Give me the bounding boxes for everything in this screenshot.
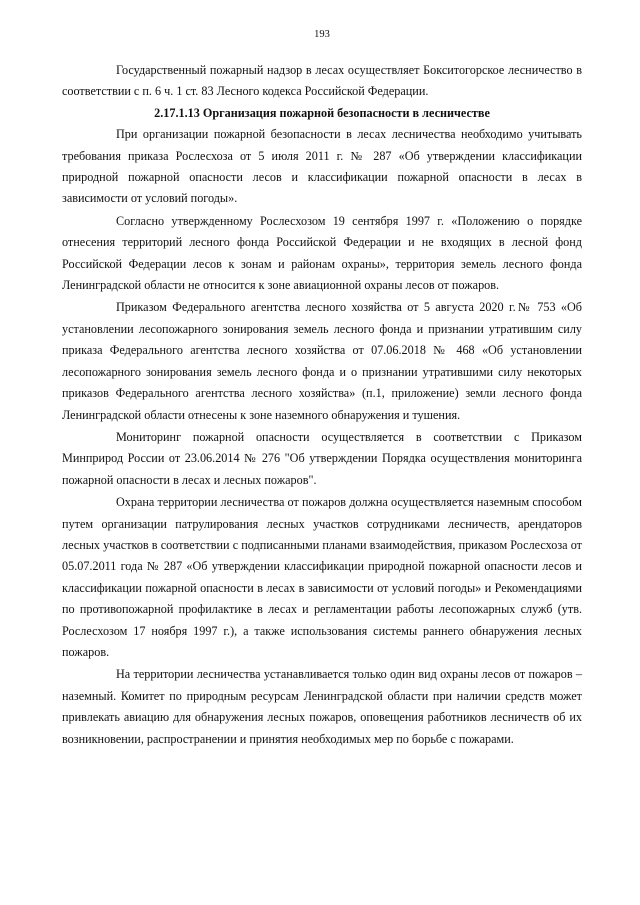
body-paragraph: На территории лесничества устанавливается только один вид охраны лесов от пожаров – наземный. Комитет по природным ресурсам Ленинградской области при наличии средств может привлекать авиацию для обнаружения лесных пожаров, оповещения работников лесничеств об их возникновении, распространении и принятия необходимых мер по борьбе с пожарами. [62, 667, 582, 746]
body-paragraph: Приказом Федерального агентства лесного хозяйства от 5 августа 2020 г.№ 753 «Об установлении лесопожарного зонирования земель лесного фонда и признании утратившим силу приказа Федерального агентства лесного хозяйства от 07.06.2018 № 468 «Об установлении лесопожарного зонирования земель лесного фонда и о признании утратившими силу некоторых приказов Федерального агентства лесного хозяйства» (п.1, приложение) земли лесного фонда Ленинградской области отнесены к зоне наземного обнаружения и тушения. [62, 300, 582, 422]
document-page [62, 28, 582, 750]
body-paragraph: Охрана территории лесничества от пожаров должна осуществляется наземным способом путем организации патрулирования лесных участков сотрудниками лесничеств, арендаторов лесных участков в соответствии с подписанными планами взаимодействия, приказом Рослесхоза от 05.07.2011 года № 287 «Об утверждении классификации природной пожарной опасности лесов и классификации пожарной опасности в лесах в зависимости от условий погоды» и Рекомендациями по противопожарной профилактике в лесах и регламентации работы лесопожарных служб (утв. Рослесхозом 17 ноября 1997 г.), а также использования системы раннего обнаружения лесных пожаров. [62, 495, 582, 659]
section-heading: 2.17.1.13 Организация пожарной безопасности в лесничестве [154, 105, 490, 120]
intro-paragraph: Государственный пожарный надзор в лесах осуществляет Бокситогорское лесничество в соответствии с п. 6 ч. 1 ст. 83 Лесного кодекса Российской Федерации. [62, 63, 582, 99]
body-paragraph: Мониторинг пожарной опасности осуществляется в соответствии с Приказом Минприрод России от 23.06.2014 № 276 "Об утверждении Порядка осуществления мониторинга пожарной опасности в лесах и лесных пожаров". [62, 429, 582, 487]
body-paragraph: При организации пожарной безопасности в лесах лесничества необходимо учитывать требования приказа Рослесхоза от 5 июля 2011 г. № 287 «Об утверждении классификации природной пожарной опасности лесов и классификации пожарной опасности в лесах в зависимости от условий погоды». [62, 127, 582, 206]
page-number: 193 [314, 29, 330, 40]
body-paragraph: Согласно утвержденному Рослесхозом 19 сентября 1997 г. «Положению о порядке отнесения территорий лесного фонда Российской Федерации и не входящих в лесной фонд Российской Федерации лесов к зонам и районам охраны», территория земель лесного фонда Ленинградской области не относится к зоне авиационной охраны лесов от пожаров. [62, 213, 582, 293]
